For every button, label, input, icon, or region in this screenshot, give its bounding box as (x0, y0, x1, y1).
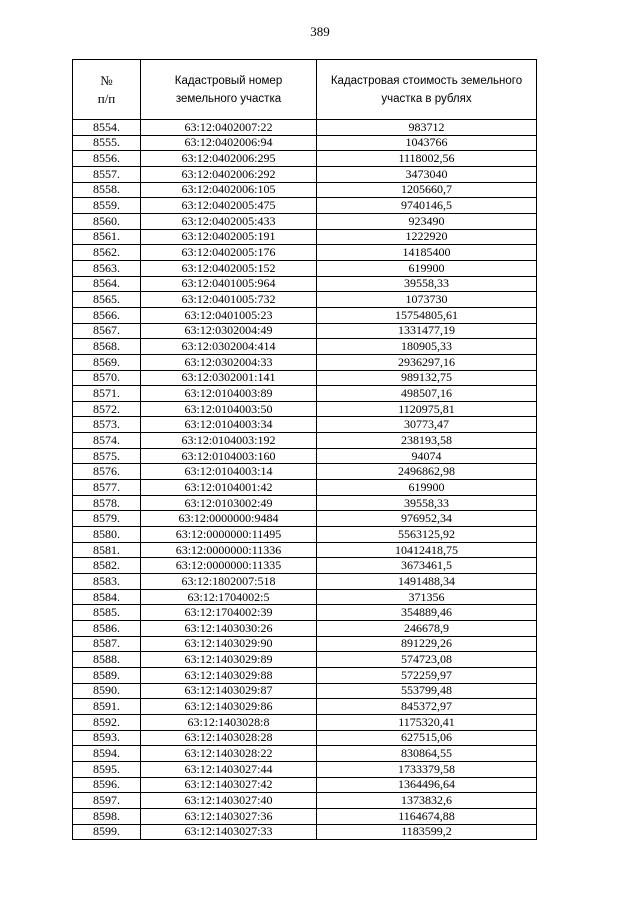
row-number: 8559. (73, 198, 141, 214)
cadastral-value: 830864,55 (317, 746, 537, 762)
row-number: 8578. (73, 495, 141, 511)
table-row (73, 245, 537, 261)
row-number: 8570. (73, 370, 141, 386)
cadastral-number: 63:12:1403027:44 (141, 761, 317, 777)
table-row (73, 558, 537, 574)
cadastral-number: 63:12:0000000:11336 (141, 542, 317, 558)
table-row (73, 464, 537, 480)
table-row (73, 276, 537, 292)
cadastral-number: 63:12:0402005:176 (141, 245, 317, 261)
row-number: 8555. (73, 135, 141, 151)
row-number: 8599. (73, 824, 141, 840)
row-number: 8586. (73, 621, 141, 637)
header-value-line-1: Кадастровая стоимость земельного (330, 74, 523, 87)
table-row (73, 260, 537, 276)
cadastral-number: 63:12:0104003:160 (141, 448, 317, 464)
cadastral-number: 63:12:0401005:732 (141, 292, 317, 308)
table-row (73, 527, 537, 543)
row-number: 8572. (73, 401, 141, 417)
cadastral-value: 238193,58 (317, 433, 537, 449)
table-row (73, 166, 537, 182)
table-row (73, 229, 537, 245)
cadastral-number: 63:12:0402005:433 (141, 213, 317, 229)
table-row (73, 120, 537, 136)
cadastral-number: 63:12:0104003:50 (141, 401, 317, 417)
table-row (73, 307, 537, 323)
cadastral-value: 845372,97 (317, 699, 537, 715)
row-number: 8567. (73, 323, 141, 339)
cadastral-number: 63:12:0402006:94 (141, 135, 317, 151)
cadastral-value: 627515,06 (317, 730, 537, 746)
cadastral-number: 63:12:0000000:11335 (141, 558, 317, 574)
cadastral-number: 63:12:0402007:22 (141, 120, 317, 136)
table-row (73, 433, 537, 449)
cadastral-value: 1222920 (317, 229, 537, 245)
cadastral-value: 180905,33 (317, 339, 537, 355)
cadastral-number: 63:12:1403027:33 (141, 824, 317, 840)
cadastral-value-table (72, 59, 537, 840)
table-row (73, 182, 537, 198)
page-number: 389 (310, 24, 330, 39)
cadastral-number: 63:12:1403029:86 (141, 699, 317, 715)
cadastral-number: 63:12:0103002:49 (141, 495, 317, 511)
row-number: 8573. (73, 417, 141, 433)
row-number: 8596. (73, 777, 141, 793)
cadastral-value: 39558,33 (317, 276, 537, 292)
cadastral-number: 63:12:0104003:14 (141, 464, 317, 480)
cadastral-value: 10412418,75 (317, 542, 537, 558)
row-number: 8585. (73, 605, 141, 621)
header-cadastral-line-1: Кадастровый номер (174, 74, 283, 87)
cadastral-number: 63:12:1403027:36 (141, 808, 317, 824)
table-row (73, 354, 537, 370)
cadastral-number: 63:12:1403029:87 (141, 683, 317, 699)
cadastral-value: 354889,46 (317, 605, 537, 621)
row-number: 8568. (73, 339, 141, 355)
cadastral-value: 1733379,58 (317, 761, 537, 777)
cadastral-value: 891229,26 (317, 636, 537, 652)
row-number: 8598. (73, 808, 141, 824)
table-row (73, 151, 537, 167)
row-number: 8588. (73, 652, 141, 668)
cadastral-value: 39558,33 (317, 495, 537, 511)
cadastral-value: 1118002,56 (317, 151, 537, 167)
row-number: 8558. (73, 182, 141, 198)
cadastral-number: 63:12:0302001:141 (141, 370, 317, 386)
row-number: 8574. (73, 433, 141, 449)
cadastral-number: 63:12:1403028:8 (141, 714, 317, 730)
table-row (73, 621, 537, 637)
cadastral-number: 63:12:1403029:89 (141, 652, 317, 668)
cadastral-value: 14185400 (317, 245, 537, 261)
table-row (73, 213, 537, 229)
header-number-line-1: № (100, 72, 113, 88)
cadastral-number: 63:12:0000000:11495 (141, 527, 317, 543)
cadastral-value: 3673461,5 (317, 558, 537, 574)
cadastral-number: 63:12:0104001:42 (141, 480, 317, 496)
cadastral-number: 63:12:1403027:40 (141, 793, 317, 809)
cadastral-number: 63:12:0302004:49 (141, 323, 317, 339)
cadastral-number: 63:12:0000000:9484 (141, 511, 317, 527)
row-number: 8579. (73, 511, 141, 527)
cadastral-number: 63:12:0402006:295 (141, 151, 317, 167)
cadastral-number: 63:12:1403029:90 (141, 636, 317, 652)
table-row (73, 323, 537, 339)
row-number: 8583. (73, 574, 141, 590)
cadastral-number: 63:12:0104003:34 (141, 417, 317, 433)
row-number: 8577. (73, 480, 141, 496)
cadastral-value: 9740146,5 (317, 198, 537, 214)
cadastral-value: 1073730 (317, 292, 537, 308)
cadastral-value: 15754805,61 (317, 307, 537, 323)
cadastral-number: 63:12:1403027:42 (141, 777, 317, 793)
cadastral-number: 63:12:0104003:192 (141, 433, 317, 449)
header-cadastral-value (317, 60, 537, 120)
table-row (73, 401, 537, 417)
table-row (73, 746, 537, 762)
cadastral-value: 1043766 (317, 135, 537, 151)
cadastral-value: 1175320,41 (317, 714, 537, 730)
cadastral-value: 923490 (317, 213, 537, 229)
cadastral-value: 30773,47 (317, 417, 537, 433)
row-number: 8591. (73, 699, 141, 715)
cadastral-number: 63:12:1704002:5 (141, 589, 317, 605)
cadastral-value: 553799,48 (317, 683, 537, 699)
table-row (73, 699, 537, 715)
cadastral-number: 63:12:0402006:105 (141, 182, 317, 198)
cadastral-number: 63:12:1403028:22 (141, 746, 317, 762)
row-number: 8562. (73, 245, 141, 261)
cadastral-number: 63:12:0104003:89 (141, 386, 317, 402)
header-number (73, 60, 141, 120)
cadastral-value: 94074 (317, 448, 537, 464)
table-row (73, 589, 537, 605)
cadastral-value: 5563125,92 (317, 527, 537, 543)
row-number: 8594. (73, 746, 141, 762)
header-cadastral-line-2: земельного участка (175, 92, 282, 105)
row-number: 8592. (73, 714, 141, 730)
header-number-line-2: п/п (97, 90, 116, 106)
table-row (73, 542, 537, 558)
row-number: 8554. (73, 120, 141, 136)
cadastral-number: 63:12:1802007:518 (141, 574, 317, 590)
table-row (73, 730, 537, 746)
row-number: 8590. (73, 683, 141, 699)
cadastral-number: 63:12:1403028:28 (141, 730, 317, 746)
row-number: 8597. (73, 793, 141, 809)
cadastral-value: 2496862,98 (317, 464, 537, 480)
cadastral-number: 63:12:1704002:39 (141, 605, 317, 621)
row-number: 8563. (73, 260, 141, 276)
cadastral-number: 63:12:1403030:26 (141, 621, 317, 637)
table-row (73, 761, 537, 777)
row-number: 8561. (73, 229, 141, 245)
table-row (73, 652, 537, 668)
cadastral-value: 1205660,7 (317, 182, 537, 198)
cadastral-value: 498507,16 (317, 386, 537, 402)
row-number: 8576. (73, 464, 141, 480)
table-row (73, 135, 537, 151)
table-row (73, 448, 537, 464)
cadastral-value: 989132,75 (317, 370, 537, 386)
cadastral-number: 63:12:0402005:152 (141, 260, 317, 276)
cadastral-value: 619900 (317, 260, 537, 276)
row-number: 8595. (73, 761, 141, 777)
table-row (73, 605, 537, 621)
cadastral-number: 63:12:0402006:292 (141, 166, 317, 182)
cadastral-value: 619900 (317, 480, 537, 496)
table-row (73, 808, 537, 824)
row-number: 8565. (73, 292, 141, 308)
cadastral-value: 1373832,6 (317, 793, 537, 809)
header-value-line-2: участка в рублях (381, 92, 472, 105)
cadastral-value: 1331477,19 (317, 323, 537, 339)
cadastral-value: 983712 (317, 120, 537, 136)
table-row (73, 667, 537, 683)
row-number: 8560. (73, 213, 141, 229)
row-number: 8593. (73, 730, 141, 746)
row-number: 8587. (73, 636, 141, 652)
cadastral-number: 63:12:0401005:964 (141, 276, 317, 292)
cadastral-value: 1491488,34 (317, 574, 537, 590)
row-number: 8589. (73, 667, 141, 683)
table-row (73, 714, 537, 730)
table-header-row (73, 60, 537, 120)
row-number: 8564. (73, 276, 141, 292)
cadastral-value: 574723,08 (317, 652, 537, 668)
cadastral-value: 1120975,81 (317, 401, 537, 417)
row-number: 8566. (73, 307, 141, 323)
row-number: 8556. (73, 151, 141, 167)
table-row (73, 417, 537, 433)
cadastral-value: 572259,97 (317, 667, 537, 683)
table-row (73, 495, 537, 511)
cadastral-value: 1183599,2 (317, 824, 537, 840)
table-row (73, 777, 537, 793)
cadastral-value: 2936297,16 (317, 354, 537, 370)
table-row (73, 480, 537, 496)
cadastral-value: 1164674,88 (317, 808, 537, 824)
table-row (73, 339, 537, 355)
table-row (73, 511, 537, 527)
row-number: 8571. (73, 386, 141, 402)
cadastral-value: 3473040 (317, 166, 537, 182)
cadastral-number: 63:12:0302004:33 (141, 354, 317, 370)
cadastral-number: 63:12:0401005:23 (141, 307, 317, 323)
table-row (73, 574, 537, 590)
cadastral-value: 371356 (317, 589, 537, 605)
row-number: 8575. (73, 448, 141, 464)
header-cadastral-number (141, 60, 317, 120)
table-row (73, 683, 537, 699)
cadastral-number: 63:12:1403029:88 (141, 667, 317, 683)
cadastral-value: 1364496,64 (317, 777, 537, 793)
table-row (73, 824, 537, 840)
row-number: 8557. (73, 166, 141, 182)
table-row (73, 793, 537, 809)
row-number: 8584. (73, 589, 141, 605)
cadastral-number: 63:12:0402005:191 (141, 229, 317, 245)
table-row (73, 370, 537, 386)
row-number: 8582. (73, 558, 141, 574)
cadastral-number: 63:12:0302004:414 (141, 339, 317, 355)
table-row (73, 292, 537, 308)
row-number: 8569. (73, 354, 141, 370)
cadastral-value: 976952,34 (317, 511, 537, 527)
cadastral-number: 63:12:0402005:475 (141, 198, 317, 214)
table-row (73, 198, 537, 214)
row-number: 8581. (73, 542, 141, 558)
cadastral-value: 246678,9 (317, 621, 537, 637)
table-row (73, 386, 537, 402)
row-number: 8580. (73, 527, 141, 543)
table-body (73, 120, 537, 840)
table-row (73, 636, 537, 652)
